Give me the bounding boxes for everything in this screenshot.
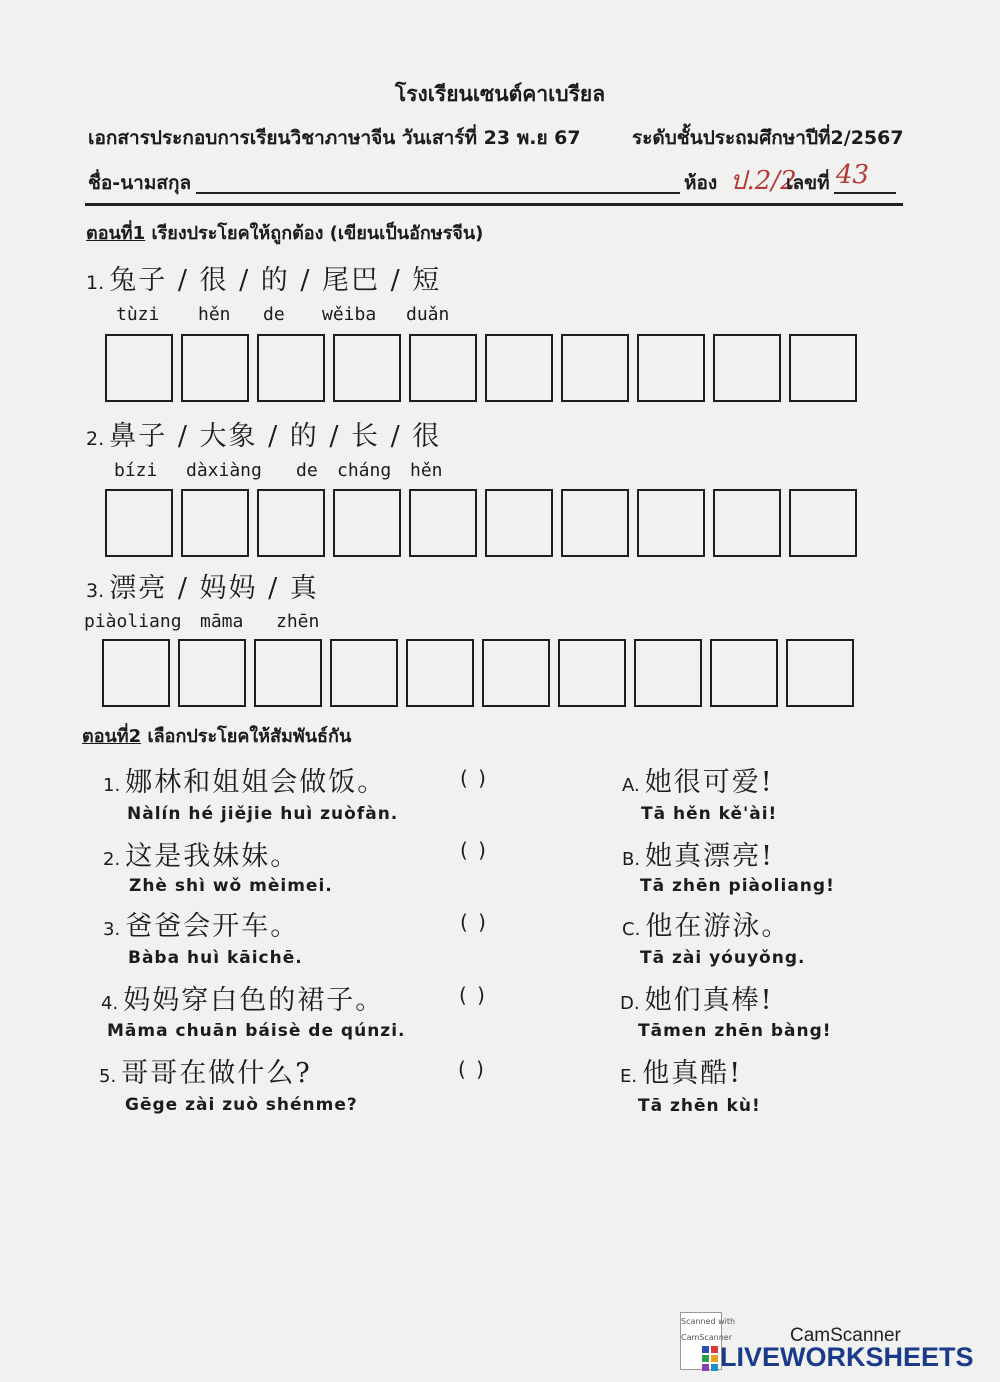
answer-box[interactable] — [558, 639, 626, 707]
s1-q3-pinyin-2: māma — [200, 611, 244, 632]
s1-question-3 — [86, 566, 319, 605]
level-line: ระดับชั้นประถมศึกษาปีที่2/2567 — [632, 127, 904, 149]
s2-right-d-chinese: 她们真棒! — [644, 985, 774, 1016]
s2-left-3-pinyin: Bàba huì kāichē. — [128, 948, 303, 968]
answer-box[interactable] — [637, 334, 705, 402]
s2-right-b-pinyin: Tā zhēn piàoliang! — [640, 876, 835, 896]
s1-q3-answer-boxes — [102, 639, 862, 707]
s2-right-b-chinese: 她真漂亮! — [645, 841, 775, 872]
answer-box[interactable] — [257, 489, 325, 557]
answer-box[interactable] — [406, 639, 474, 707]
answer-box[interactable] — [634, 639, 702, 707]
s2-right-c-pinyin: Tā zài yóuyǒng. — [640, 948, 806, 968]
s2-right-b — [622, 834, 774, 873]
answer-box[interactable] — [333, 489, 401, 557]
section2-instruction: เลือกประโยคให้สัมพันธ์กัน — [141, 726, 352, 747]
s1-q1-answer-boxes — [105, 334, 865, 402]
answer-box[interactable] — [561, 489, 629, 557]
section1-title — [86, 218, 483, 247]
s2-left-5-number: 5. — [99, 1066, 117, 1087]
s2-left-1-chinese: 娜林和姐姐会做饭。 — [125, 767, 387, 798]
s2-right-e-chinese: 他真酷! — [642, 1058, 743, 1089]
s2-right-a — [622, 760, 774, 799]
s2-right-a-chinese: 她很可爱! — [644, 767, 774, 798]
s2-left-5-chinese: 哥哥在做什么? — [121, 1058, 312, 1089]
answer-blank-3[interactable]: ( ) — [460, 910, 488, 934]
s2-left-3-number: 3. — [103, 919, 121, 940]
number-value: 43 — [836, 160, 870, 190]
s2-right-c-chinese: 他在游泳。 — [645, 911, 791, 942]
scanned-with-text: Scanned with — [681, 1317, 736, 1326]
s2-left-2-chinese: 这是我妹妹。 — [125, 841, 300, 872]
s1-q2-number: 2. — [86, 428, 105, 450]
s1-q2-pinyin-4: cháng — [337, 460, 392, 481]
s1-question-2 — [86, 414, 441, 453]
answer-box[interactable] — [485, 334, 553, 402]
s1-q2-pinyin-1: bízi — [114, 460, 158, 481]
room-value: ป.2/2 — [730, 166, 797, 196]
s1-q2-pinyin-3: de — [296, 460, 318, 481]
s2-right-e-letter: E. — [620, 1066, 638, 1087]
s2-left-2-number: 2. — [103, 849, 121, 870]
s2-left-4-chinese: 妈妈穿白色的裙子。 — [123, 985, 385, 1016]
answer-box[interactable] — [254, 639, 322, 707]
s2-right-e — [620, 1051, 742, 1090]
header-divider — [85, 203, 903, 206]
s2-left-5 — [99, 1051, 312, 1090]
name-label: ชื่อ-นามสกุล — [88, 172, 192, 194]
answer-blank-1[interactable]: ( ) — [460, 766, 488, 790]
s2-right-c-letter: C. — [622, 919, 641, 940]
number-underline — [834, 192, 896, 194]
s1-q1-pinyin-3: de — [263, 304, 285, 325]
answer-box[interactable] — [409, 334, 477, 402]
s2-left-3 — [103, 904, 299, 943]
liveworksheets-watermark: LIVEWORKSHEETS — [720, 1342, 974, 1372]
liveworksheets-logo-icon — [702, 1346, 718, 1372]
s1-q1-chinese: 兔子 / 很 / 的 / 尾巴 / 短 — [109, 265, 442, 296]
answer-blank-4[interactable]: ( ) — [459, 983, 487, 1007]
s2-left-4 — [101, 978, 384, 1017]
s1-q2-pinyin-2: dàxiàng — [186, 460, 262, 481]
answer-box[interactable] — [409, 489, 477, 557]
s2-left-1-pinyin: Nàlín hé jiějie huì zuòfàn. — [127, 804, 399, 824]
answer-box[interactable] — [485, 489, 553, 557]
s1-q1-pinyin-2: hěn — [198, 304, 231, 325]
answer-box[interactable] — [789, 334, 857, 402]
answer-box[interactable] — [181, 334, 249, 402]
s2-left-4-pinyin: Māma chuān báisè de qúnzi. — [107, 1021, 406, 1041]
answer-box[interactable] — [637, 489, 705, 557]
s2-left-2-pinyin: Zhè shì wǒ mèimei. — [129, 876, 333, 896]
section2-title — [82, 721, 351, 750]
s2-left-2 — [103, 834, 299, 873]
name-field[interactable] — [196, 192, 680, 194]
answer-blank-5[interactable]: ( ) — [458, 1057, 486, 1081]
s2-right-c — [622, 904, 790, 943]
s1-q3-chinese: 漂亮 / 妈妈 / 真 — [109, 573, 319, 604]
answer-blank-2[interactable]: ( ) — [460, 838, 488, 862]
answer-box[interactable] — [710, 639, 778, 707]
s1-q1-pinyin-4: wěiba — [322, 304, 377, 325]
s2-right-a-pinyin: Tā hěn kě'ài! — [641, 804, 778, 824]
s1-q3-pinyin-3: zhēn — [276, 611, 320, 632]
answer-box[interactable] — [786, 639, 854, 707]
s2-left-5-pinyin: Gēge zài zuò shénme? — [125, 1095, 358, 1115]
s1-q2-answer-boxes — [105, 489, 865, 557]
answer-box[interactable] — [333, 334, 401, 402]
answer-box[interactable] — [257, 334, 325, 402]
s2-right-b-letter: B. — [622, 849, 641, 870]
section2-label: ตอนที่2 — [82, 726, 142, 747]
section1-instruction: เรียงประโยคให้ถูกต้อง (เขียนเป็นอักษรจีน) — [145, 223, 484, 244]
s1-q1-pinyin-1: tùzi — [116, 304, 160, 325]
answer-box[interactable] — [181, 489, 249, 557]
number-label: เลขที่ — [786, 172, 830, 194]
answer-box[interactable] — [482, 639, 550, 707]
room-label: ห้อง — [684, 172, 718, 194]
answer-box[interactable] — [330, 639, 398, 707]
s2-left-4-number: 4. — [101, 993, 119, 1014]
s2-right-d-letter: D. — [620, 993, 640, 1014]
answer-box[interactable] — [178, 639, 246, 707]
s1-q3-number: 3. — [86, 580, 105, 602]
section1-label: ตอนที่1 — [86, 223, 146, 244]
camscanner-watermark: CamScanner — [790, 1325, 901, 1346]
s2-right-e-pinyin: Tā zhēn kù! — [638, 1096, 761, 1116]
s2-right-d-pinyin: Tāmen zhēn bàng! — [638, 1021, 832, 1041]
s1-q1-number: 1. — [86, 272, 105, 294]
school-name: โรงเรียนเซนต์คาเบรียล — [394, 82, 606, 106]
answer-box[interactable] — [105, 489, 173, 557]
answer-box[interactable] — [102, 639, 170, 707]
s2-left-3-chinese: 爸爸会开车。 — [125, 911, 300, 942]
s2-right-a-letter: A. — [622, 775, 640, 796]
s1-question-1 — [86, 258, 441, 297]
answer-box[interactable] — [789, 489, 857, 557]
s1-q2-pinyin-5: hěn — [410, 460, 443, 481]
subject-line: เอกสารประกอบการเรียนวิชาภาษาจีน วันเสาร์ที่ 23 พ.ย 67 — [88, 127, 581, 149]
answer-box[interactable] — [561, 334, 629, 402]
answer-box[interactable] — [713, 489, 781, 557]
s2-right-d — [620, 978, 774, 1017]
s1-q2-chinese: 鼻子 / 大象 / 的 / 长 / 很 — [109, 421, 442, 452]
answer-box[interactable] — [105, 334, 173, 402]
answer-box[interactable] — [713, 334, 781, 402]
camscanner-small-text: CamScanner — [681, 1333, 733, 1342]
s1-q3-pinyin-1: piàoliang — [84, 611, 182, 632]
s1-q1-pinyin-5: duǎn — [406, 304, 450, 325]
s2-left-1 — [103, 760, 386, 799]
s2-left-1-number: 1. — [103, 775, 121, 796]
